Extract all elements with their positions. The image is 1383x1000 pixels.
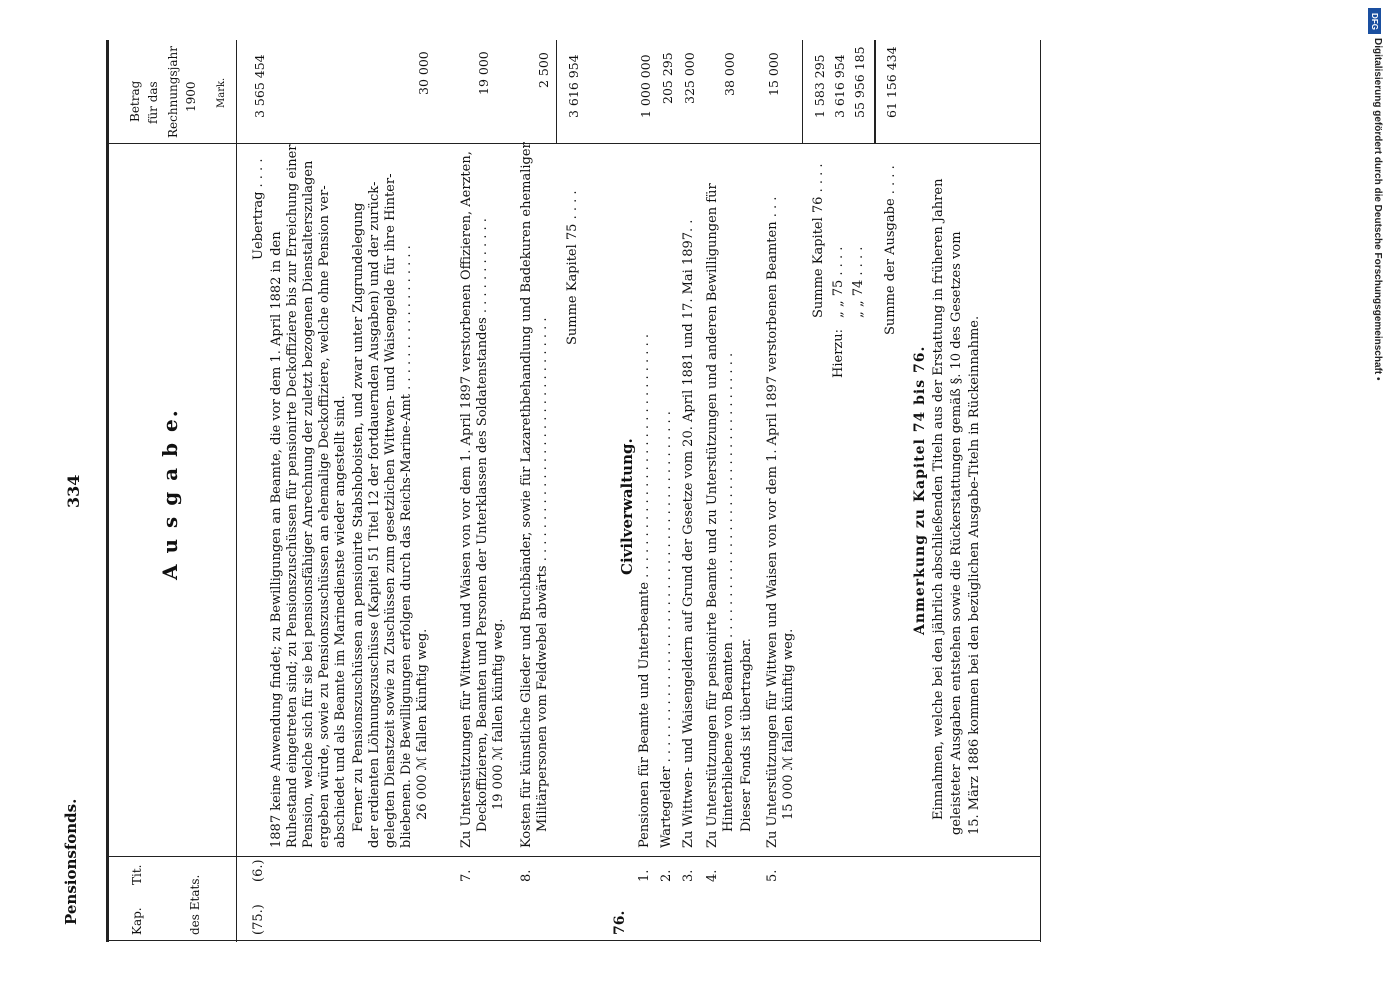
- civil-line-5a: Zu Unterstützungen für Wittwen und Waisen von vor dem 1. April 1897 verstorbenen Beamten . . .: [765, 196, 780, 848]
- civil-amount-3: 325 000: [682, 52, 697, 104]
- sum74-amount: 55 956 185: [852, 46, 867, 118]
- civil-amount-5: 15 000: [766, 52, 781, 96]
- amount-separator-line: [106, 143, 1040, 144]
- dfg-logo: DFG: [1368, 8, 1381, 34]
- civil-amount-2: 205 295: [660, 52, 675, 104]
- note-line-3: 15. März 1886 kommen bei den bezüglichen Ausgabe-Titeln in Rückeinnahme.: [967, 315, 982, 835]
- civil-line-3: Zu Wittwen- und Waisengeldern auf Grund der Gesetze vom 20. April 1881 und 17. Mai 1897. .: [681, 219, 696, 848]
- running-head: Pensionsfonds.: [62, 798, 80, 925]
- amount-head-1: Betrag: [128, 80, 142, 122]
- civil-title: Civilverwaltung.: [618, 438, 636, 575]
- total-rule: [874, 40, 876, 143]
- tit-6: (6.): [251, 859, 266, 882]
- tit7-line-1: Zu Unterstützungen für Wittwen und Waisen von vor dem 1. April 1897 verstorbenen Offizieren, Aerzten,: [459, 151, 474, 848]
- civil-amount-4: 38 000: [722, 52, 737, 96]
- note-title: Anmerkung zu Kapitel 74 bis 76.: [912, 345, 928, 635]
- sum76-label: Summe Kapitel 76 . . . .: [811, 163, 826, 318]
- side-credit: Digitalisierung gefördert durch die Deutsche Forschungsgemeinschaft •: [1372, 38, 1383, 381]
- header-tit: Tit.: [130, 864, 144, 885]
- tit7-line-3: 19 000 ℳ fallen künftig weg.: [491, 618, 506, 810]
- tit6-line-2: Ruhestand eingetreten sind; zu Pensionszuschüssen für pensionirte Deckoffiziere bis zur Erreichung einer: [285, 144, 300, 848]
- section-title: A u s g a b e.: [158, 408, 182, 580]
- civil-tit-3: 3.: [681, 869, 696, 882]
- tit7-amount: 19 000: [476, 51, 491, 95]
- tit8-line-2: Militärpersonen vom Feldwebel abwärts . . . . . . . . . . . . . . . . . . . . . . . . . . . . . .: [535, 317, 550, 832]
- tit-7: 7.: [459, 869, 474, 882]
- page-number: 334: [64, 474, 83, 508]
- uebertrag-label: Uebertrag . . . .: [251, 158, 266, 260]
- civil-line-4b: Hinterbliebene von Beamten . . . . . . . . . . . . . . . . . . . . . . . . . . . . . . . . . . .: [721, 352, 736, 832]
- sum75-rule: [556, 40, 557, 143]
- header-separator-line: [106, 856, 1040, 857]
- tit6-amount: 30 000: [416, 51, 431, 95]
- tit6-line-7: der erdienten Löhnungszuschüsse (Kapitel 51 Titel 12 der fortdauernden Ausgaben) und der zurück-: [367, 181, 382, 848]
- civil-line-4c: Dieser Fonds ist übertragbar.: [739, 638, 754, 832]
- civil-tit-2: 2.: [659, 869, 674, 882]
- total-amount: 61 156 434: [884, 46, 899, 118]
- amount-head-2: für das: [146, 81, 160, 124]
- table-right-rule: [1040, 40, 1041, 942]
- tit8-amount: 2 500: [536, 52, 551, 88]
- note-line-1: Einnahmen, welche bei den jährlich abschließenden Titeln aus der Erstattung in früheren Jahren: [931, 178, 946, 820]
- sum75b-amount: 3 616 954: [832, 54, 847, 118]
- note-line-2: geleisteter Ausgaben entstehen sowie die Rückerstattungen gemäß §. 10 des Gesetzes vom: [949, 231, 964, 835]
- civil-line-5b: 15 000 ℳ fallen künftig weg.: [781, 628, 796, 820]
- tit7-line-2: Deckoffizieren, Beamten und Personen der Unterklassen des Soldatenstandes . . . . . . . . . . . .: [475, 218, 490, 832]
- tit-separator-line: [106, 940, 1040, 941]
- tit6-line-8: gelegten Dienstzeit sowie zu Zuschüssen zum gesetzlichen Wittwen- und Waisengelde für ihre Hinter-: [383, 173, 398, 848]
- civil-line-4a: Zu Unterstützungen für pensionirte Beamte und zu Unterstützungen und anderen Bewilligungen für: [705, 183, 720, 848]
- sum75b-label: „ „ 75 . . . .: [831, 246, 846, 318]
- civil-line-1: Pensionen für Beamte und Unterbeamte . . . . . . . . . . . . . . . . . . . . . . . . . . . . . .: [637, 334, 652, 848]
- civil-tit-4: 4.: [705, 869, 720, 882]
- kap-75: (75.): [251, 904, 266, 935]
- tit6-line-1: 1887 keine Anwendung findet; zu Bewilligungen an Beamte, die vor dem 1. April 1882 in den: [269, 231, 284, 848]
- tit-8: 8.: [519, 869, 534, 882]
- sum76-rule: [802, 40, 803, 143]
- civil-tit-1: 1.: [637, 869, 652, 882]
- header-bottom-rule: [236, 40, 237, 942]
- tit6-line-10: 26 000 ℳ fallen künftig weg.: [415, 628, 430, 820]
- tit6-line-6: Ferner zu Pensionszuschüssen an pensionirte Stabshoboisten, und zwar unter Zugrundelegung: [351, 202, 366, 832]
- sum75-amount: 3 616 954: [566, 54, 581, 118]
- amount-head-3: Rechnungsjahr: [166, 46, 180, 138]
- tit6-line-3: Pension, welche sich für sie bei pensionsfähiger Anrechnung der zuletzt bezogenen Dienstalterszulagen: [301, 160, 316, 848]
- kap-76: 76.: [612, 910, 628, 935]
- tit6-line-4: ergeben würde, sowie zu Pensionszuschüssen an ehemalige Deckoffiziere, welche ohne Pension ver-: [317, 185, 332, 848]
- amount-head-4: 1900: [184, 81, 198, 112]
- civil-line-2: Wartegelder . . . . . . . . . . . . . . . . . . . . . . . . . . . . . . . . . . . . . . . . . . .: [659, 411, 674, 848]
- total-label: Summe der Ausgabe . . . .: [883, 165, 898, 335]
- civil-amount-1: 1 000 000: [638, 54, 653, 118]
- header-kap: Kap.: [130, 907, 144, 935]
- sum76-amount: 1 583 295: [812, 54, 827, 118]
- sum75-label: Summe Kapitel 75 . . . .: [565, 190, 580, 345]
- table-left-rule: [106, 40, 109, 942]
- hierzu-label: Hierzu:: [831, 328, 846, 378]
- civil-tit-5: 5.: [765, 869, 780, 882]
- header-des-etats: des Etats.: [188, 874, 202, 935]
- tit8-line-1: Kosten für künstliche Glieder und Bruchbänder, sowie für Lazarethbehandlung und Badekuren ehemaliger: [519, 142, 534, 848]
- tit6-line-9: bliebenen. Die Bewilligungen erfolgen durch das Reichs-Marine-Amt . . . . . . . . . . . . . . . . . .: [399, 245, 414, 848]
- amount-unit: Mark.: [216, 77, 227, 108]
- uebertrag-amount: 3 565 454: [252, 54, 267, 118]
- sum74-label: „ „ 74 . . . .: [851, 246, 866, 318]
- tit6-line-5: abschiedet und als Beamte im Marinedienste wieder angestellt sind.: [333, 395, 348, 848]
